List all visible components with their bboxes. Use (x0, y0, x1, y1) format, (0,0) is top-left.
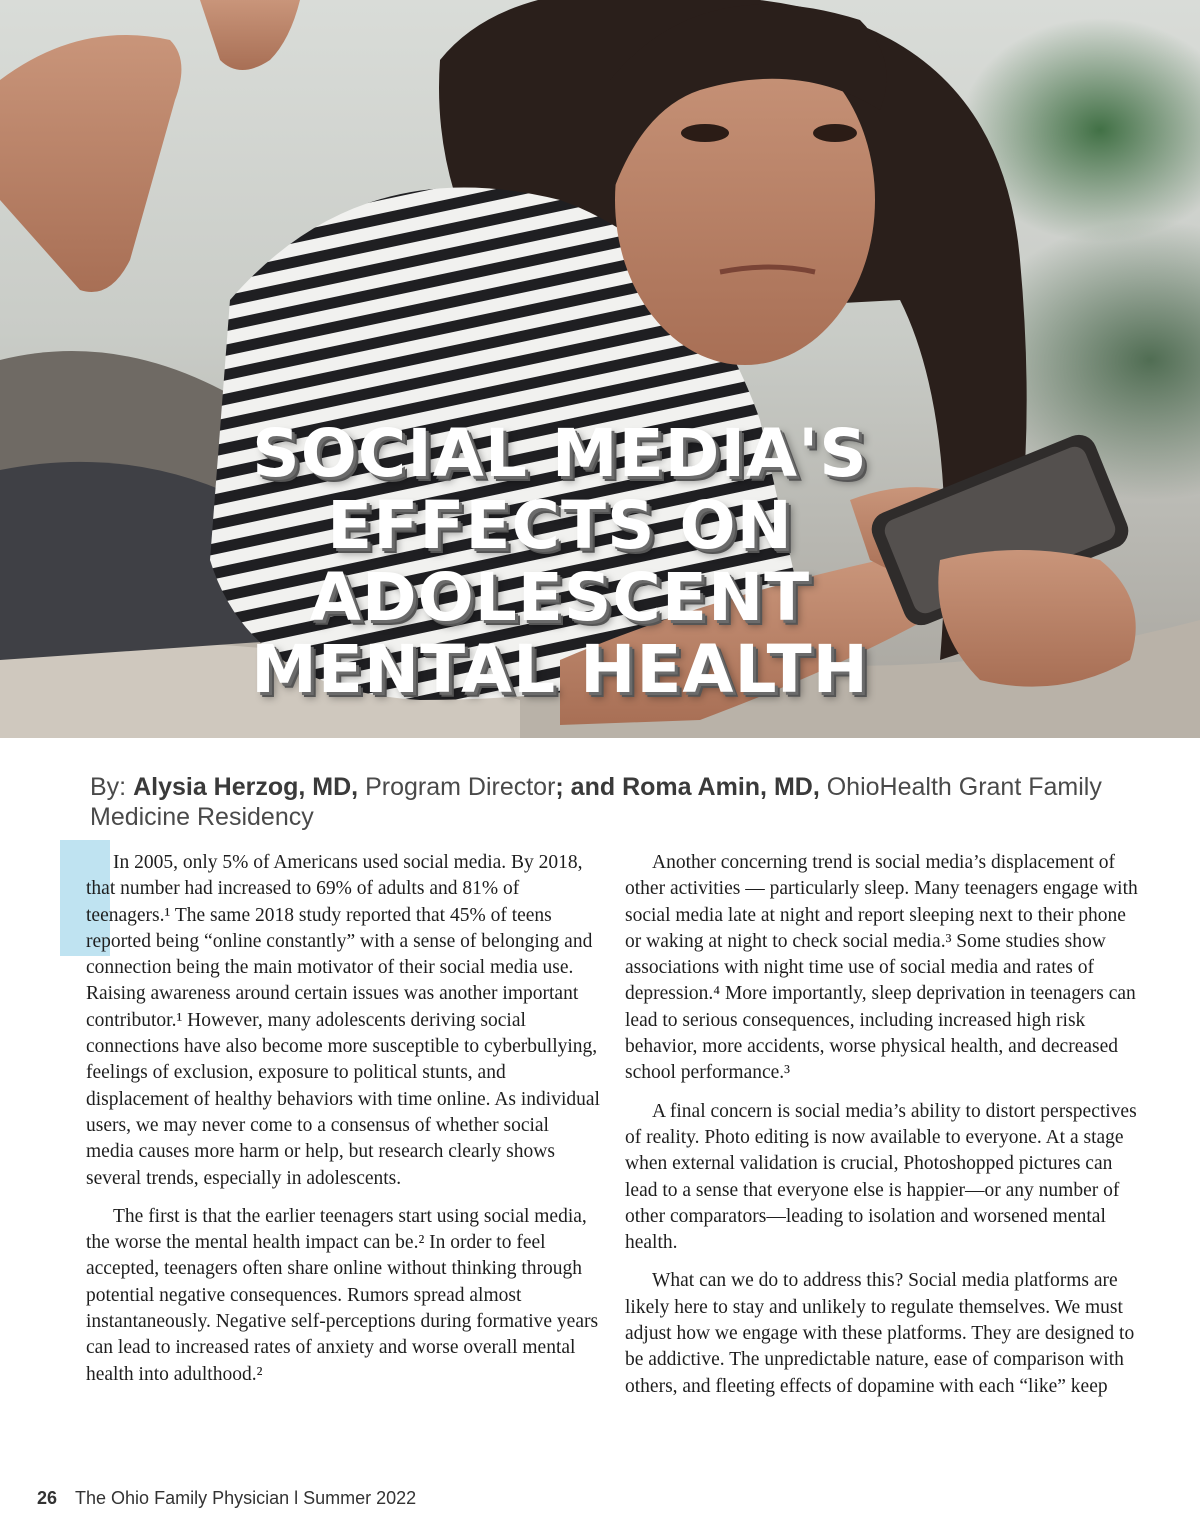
article-headline (110, 415, 1010, 708)
author-1-role: Program Director (358, 773, 556, 801)
hero-photo (0, 0, 1200, 738)
byline-separator: ; and (555, 773, 623, 801)
headline-line-2: EFFECTS ON (327, 487, 793, 564)
article-column-left (86, 850, 601, 1400)
byline (90, 772, 1130, 832)
article-column-right (625, 850, 1140, 1412)
paragraph: In 2005, only 5% of Americans used social media. By 2018, that number had increased to 69% of adults and 81% of teenagers.¹ The same 2018 study reported that 45% of teens reported being “online constantly” with a sense of belonging and connection being the main motivator of their social media use. Raising awareness around certain issues was another important contributor.¹ However, many adolescents deriving social connections have also become more susceptible to cyberbullying, feelings of exclusion, exposure to political stunts, and displacement of healthy behaviors with time online. As individual users, we may never come to a consensus of whether social media causes more harm or help, but research clearly shows several trends, especially in adolescents. (86, 852, 600, 1189)
paragraph: A final concern is social media’s ability to distort perspectives of reality. Photo editing is now available to everyone. At a stage when external validation is crucial, Photoshopped pictures can lead to a sense that everyone else is happier—or any number of other comparators—leading to isolation and worsened mental health. (625, 1100, 1137, 1254)
publication-name: The Ohio Family Physician (75, 1488, 290, 1508)
paragraph: What can we do to address this? Social media platforms are likely here to stay and unlikely to regulate themselves. We must adjust how we engage with these platforms. They are designed to be addictive. The unpredictable nature, ease of comparison with others, and fleeting effects of dopamine with each “like” keep (625, 1270, 1135, 1397)
headline-line-1: SOCIAL MEDIA'S (252, 415, 868, 492)
issue-label: l Summer 2022 (289, 1488, 417, 1508)
author-2-role: OhioHealth Grant Family Medicine Residency (90, 773, 1102, 831)
page-number: 26 (37, 1488, 58, 1508)
byline-prefix: By: (90, 773, 134, 801)
page-footer (37, 1488, 416, 1509)
paragraph: Another concerning trend is social media’s displacement of other activities — particularly sleep. Many teenagers engage with social media late at night and report sleeping next to their phone or waking at night to check social media.³ Some studies show associations with night time use of social media and rates of depression.⁴ More importantly, sleep deprivation in teenagers can lead to serious consequences, including increased high risk behavior, more accidents, worse physical health, and decreased school performance.³ (625, 852, 1138, 1084)
author-2: Roma Amin, MD, (622, 773, 820, 801)
paragraph: The first is that the earlier teenagers start using social media, the worse the mental health impact can be.² In order to feel accepted, teenagers often share online without thinking through potential negative consequences. Rumors spread almost instantaneously. Negative self-perceptions during formative years can lead to increased rates of anxiety and worse overall mental health into adulthood.² (86, 1205, 599, 1385)
headline-line-3: ADOLESCENT (309, 559, 811, 636)
author-1: Alysia Herzog, MD, (133, 773, 359, 801)
headline-line-4: MENTAL HEALTH (251, 631, 869, 708)
